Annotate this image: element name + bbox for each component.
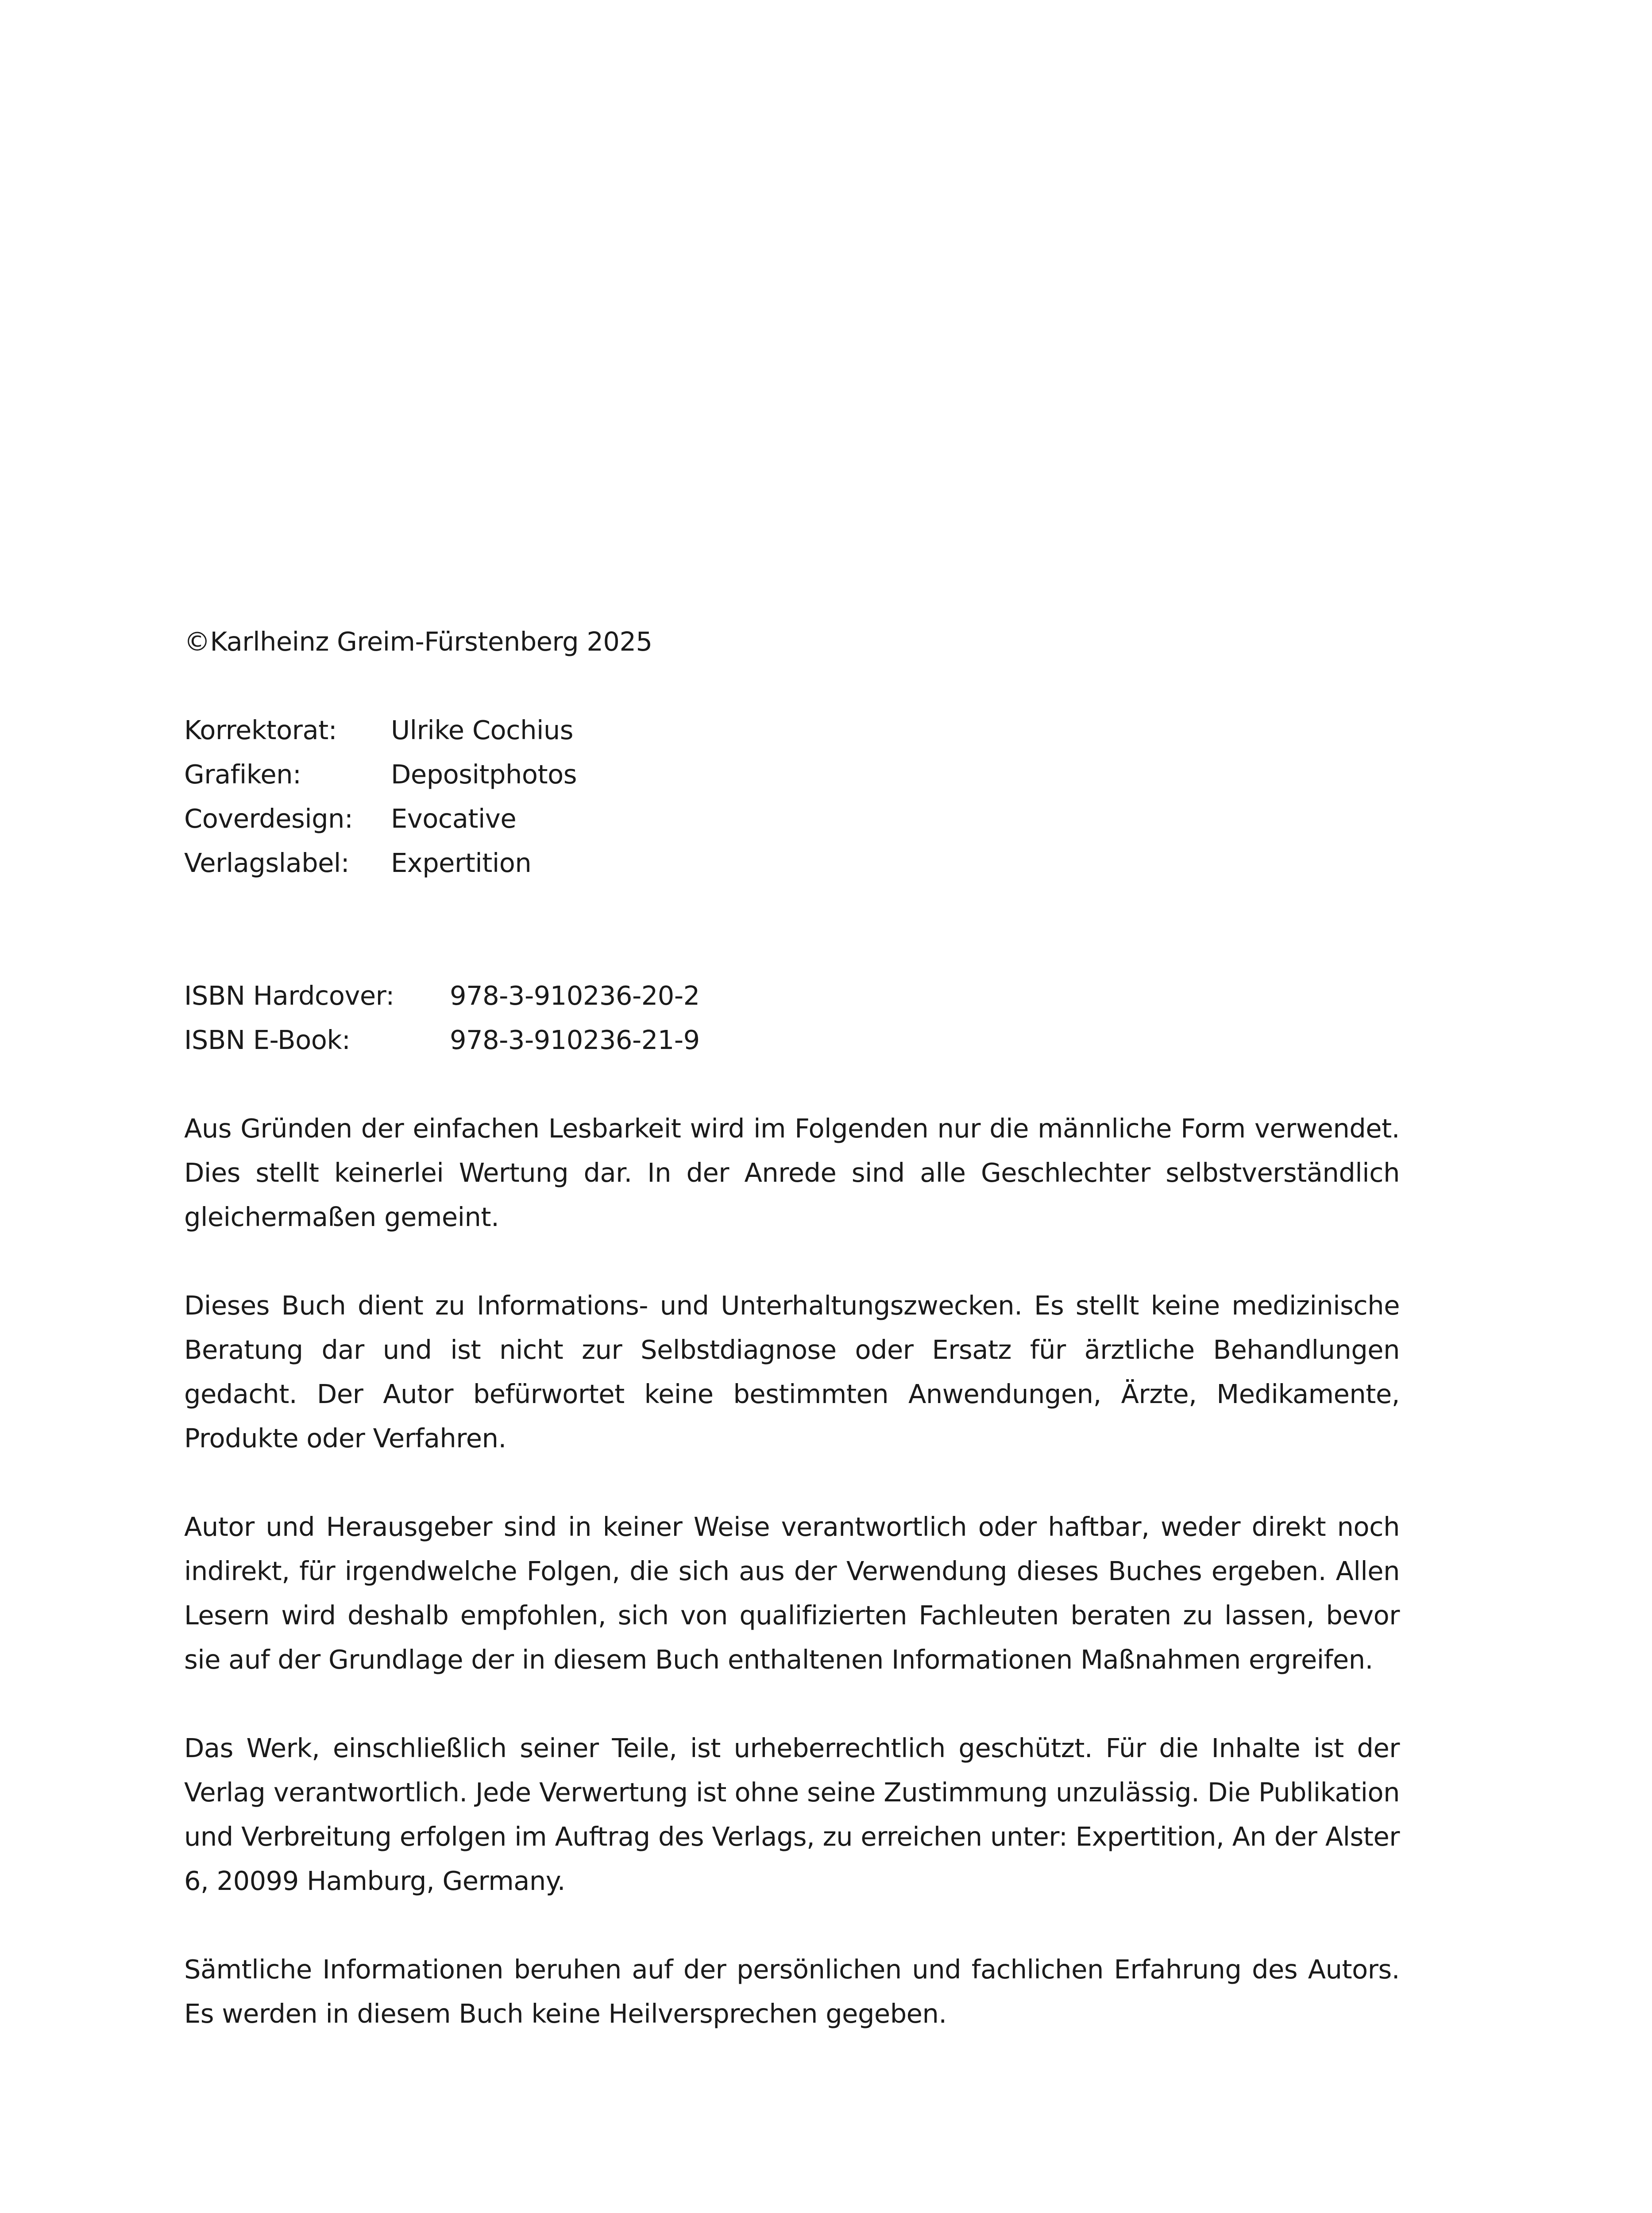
imprint-content — [184, 620, 1400, 2036]
isbn-row-hardcover — [184, 974, 1400, 1018]
credit-label: Grafiken: — [184, 759, 301, 790]
credit-value: Depositphotos — [391, 759, 577, 790]
paragraph-gender-note: Aus Gründen der einfachen Lesbarkeit wird im Folgenden nur die männliche Form verwendet. Dies stellt keinerlei Wertung dar. In der Anrede sind alle Geschlechter selbstverständlich gleichermaßen gemeint. — [184, 1113, 1400, 1232]
isbn-label: ISBN Hardcover: — [184, 980, 394, 1011]
credit-label: Verlagslabel: — [184, 848, 350, 878]
isbn-row-ebook — [184, 1018, 1400, 1062]
credit-label: Korrektorat: — [184, 715, 337, 745]
isbn-list — [184, 974, 1400, 1062]
paragraph-medical-disclaimer: Dieses Buch dient zu Informations- und Unterhaltungszwecken. Es stellt keine medizinische Beratung dar und ist nicht zur Selbstdiagnose oder Ersatz für ärztliche Behandlungen gedacht. Der Autor befürwortet keine bestimmten Anwendungen, Ärzte, Medikamente, Produkte oder Verfahren. — [184, 1290, 1400, 1453]
credit-value: Expertition — [391, 848, 532, 878]
credit-row-publisher-label — [184, 841, 1400, 885]
credit-value: Ulrike Cochius — [391, 715, 573, 745]
isbn-value: 978-3-910236-20-2 — [450, 980, 700, 1011]
credit-row-proofreading — [184, 708, 1400, 752]
credit-label: Coverdesign: — [184, 803, 353, 834]
credit-row-cover-design — [184, 797, 1400, 841]
paragraph-copyright-notice: Das Werk, einschließlich seiner Teile, ist urheberrechtlich geschützt. Für die Inhalte ist der Verlag verantwortlich. Jede Verwertung ist ohne seine Zustimmung unzulässig. Die Publikation und Verbreitung erfolgen im Auftrag des Verlags, zu erreichen unter: Expertition, An der Alster 6, 20099 Hamburg, Germany. — [184, 1733, 1400, 1896]
copyright-line: ©Karlheinz Greim-Fürstenberg 2025 — [184, 626, 652, 657]
isbn-label: ISBN E-Book: — [184, 1025, 351, 1055]
credits-list — [184, 708, 1400, 885]
credit-value: Evocative — [391, 803, 517, 834]
paragraph-experience-note: Sämtliche Informationen beruhen auf der persönlichen und fachlichen Erfahrung des Autors. Es werden in diesem Buch keine Heilversprechen gegeben. — [184, 1954, 1400, 2029]
paragraph-liability-disclaimer: Autor und Herausgeber sind in keiner Weise verantwortlich oder haftbar, weder direkt noch indirekt, für irgendwelche Folgen, die sich aus der Verwendung dieses Buches ergeben. Allen Lesern wird deshalb empfohlen, sich von qualifizierten Fachleuten beraten zu lassen, bevor sie auf der Grundlage der in diesem Buch enthaltenen Informationen Maßnahmen ergreifen. — [184, 1511, 1400, 1675]
credit-row-graphics — [184, 752, 1400, 797]
isbn-value: 978-3-910236-21-9 — [450, 1025, 700, 1055]
